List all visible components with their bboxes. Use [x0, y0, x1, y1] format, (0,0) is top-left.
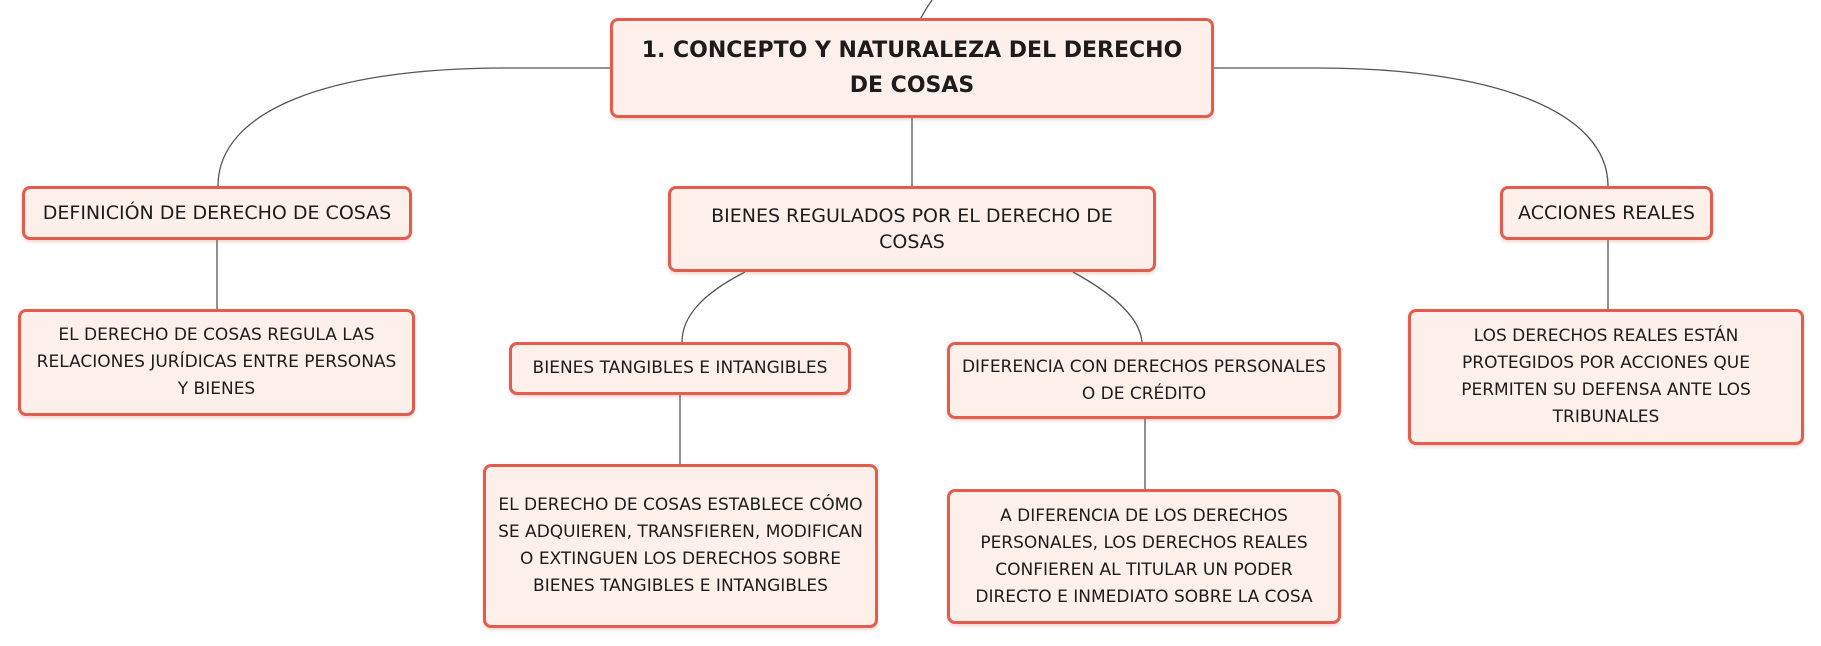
node-diferencia-label: DIFERENCIA CON DERECHOS PERSONALES O DE CRÉDITO [961, 356, 1327, 404]
connector-root-to-definicion [218, 68, 610, 186]
node-diferencia-detalle[interactable] [947, 489, 1341, 624]
node-definicion[interactable] [22, 186, 412, 240]
node-tangibles-detalle-label: EL DERECHO DE COSAS ESTABLECE CÓMO SE ADQUIEREN, TRANSFIEREN, MODIFICAN O EXTINGUEN LOS DERECHOS SOBRE BIENES TANGIBLES E INTANGIBLES [498, 495, 863, 596]
node-diferencia[interactable] [947, 342, 1341, 419]
connector-bienes-regulados-to-tangibles [682, 272, 745, 342]
node-acciones-detalle[interactable] [1408, 309, 1804, 445]
node-bienes-regulados-label: BIENES REGULADOS POR EL DERECHO DE COSAS [711, 205, 1113, 253]
node-acciones-label: ACCIONES REALES [1518, 202, 1695, 224]
node-definicion-detalle-label: EL DERECHO DE COSAS REGULA LAS RELACIONES JURÍDICAS ENTRE PERSONAS Y BIENES [36, 325, 397, 399]
connector-root-to-acciones [1214, 68, 1608, 186]
node-acciones-detalle-label: LOS DERECHOS REALES ESTÁN PROTEGIDOS POR ACCIONES QUE PERMITEN SU DEFENSA ANTE LOS TRIBUNALES [1461, 326, 1751, 427]
root-node[interactable] [610, 18, 1214, 118]
node-tangibles-detalle[interactable] [483, 464, 878, 628]
connector-parent-to-root [920, 0, 932, 20]
node-definicion-label: DEFINICIÓN DE DERECHO DE COSAS [42, 202, 392, 224]
node-bienes-regulados[interactable] [668, 186, 1156, 272]
node-tangibles-label: BIENES TANGIBLES E INTANGIBLES [532, 358, 828, 378]
connector-bienes-regulados-to-diferencia [1073, 272, 1142, 342]
root-node-label: 1. CONCEPTO Y NATURALEZA DEL DERECHO DE COSAS [641, 38, 1183, 98]
node-diferencia-detalle-label: A DIFERENCIA DE LOS DERECHOS PERSONALES, LOS DERECHOS REALES CONFIEREN AL TITULAR UN PODER DIRECTO E INMEDIATO SOBRE LA COSA [975, 505, 1313, 607]
node-tangibles[interactable] [509, 342, 851, 395]
node-definicion-detalle[interactable] [18, 309, 415, 416]
node-acciones[interactable] [1500, 186, 1713, 240]
